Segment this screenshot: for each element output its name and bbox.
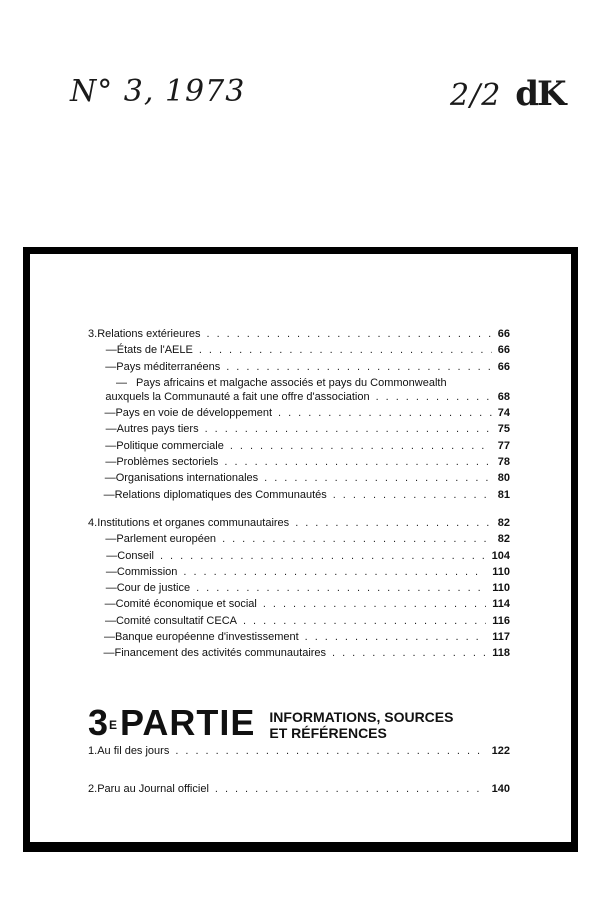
handwritten-mark: dK	[515, 74, 565, 114]
toc-item-continuation[interactable]: auxquels la Communauté a fait une offre d'association ..... 68	[88, 391, 510, 407]
part-title	[88, 702, 256, 743]
toc-item[interactable]: — Problèmes sectoriels ..... 78	[88, 456, 510, 472]
toc-item[interactable]: — Pays méditerranéens ..... 66	[88, 361, 510, 377]
handwritten-part: 2/2	[450, 78, 502, 113]
toc-item[interactable]: — Relations diplomatiques des Communautés ..... 81	[88, 489, 510, 505]
toc-item[interactable]: — Financement des activités communautaires ..... 118	[88, 647, 510, 663]
toc-section-4[interactable]	[88, 517, 510, 533]
part-subtitle: INFORMATIONS, SOURCES ET RÉFÉRENCES	[269, 709, 454, 741]
toc-item[interactable]: — Pays africains et malgache associés et pays du Commonwealth	[116, 376, 447, 389]
table-of-contents	[88, 328, 510, 664]
toc-item[interactable]: — Commission ..... 110	[88, 566, 510, 582]
toc-entry-au-fil-des-jours[interactable]: 1. Au fil des jours ..... 122	[88, 745, 510, 761]
toc-item[interactable]: — Comité consultatif CECA ..... 116	[88, 615, 510, 631]
handwritten-part-note	[450, 74, 565, 114]
toc-page-number: 82	[497, 516, 510, 529]
toc-item[interactable]: — Cour de justice ..... 110	[88, 582, 510, 598]
toc-item[interactable]: — Autres pays tiers ..... 75	[88, 423, 510, 439]
toc-item[interactable]: — Comité économique et social ..... 114	[88, 598, 510, 614]
toc-item[interactable]: — Pays en voie de développement ..... 74	[88, 407, 510, 423]
toc-section-label: Relations extérieures	[97, 328, 201, 340]
toc-section-number: 4.	[88, 516, 98, 529]
toc-entry-journal-officiel[interactable]: 2. Paru au Journal officiel ..... 140	[88, 783, 510, 799]
part-number-suffix: E	[109, 718, 119, 732]
toc-item[interactable]: — Conseil ..... 104	[88, 550, 510, 566]
toc-section-number: 3.	[88, 328, 98, 340]
toc-section-label: Institutions et organes communautaires	[97, 516, 290, 529]
toc-item[interactable]: — États de l'AELE ..... 66	[88, 344, 510, 360]
toc-item[interactable]: — Organisations internationales ..... 80	[88, 472, 510, 488]
part-heading	[88, 702, 454, 743]
toc-frame	[23, 247, 578, 852]
toc-item[interactable]: — Banque européenne d'investissement ..... 117	[88, 631, 510, 647]
part-number: 3	[88, 702, 110, 743]
handwritten-issue-note: N° 3, 1973	[70, 74, 246, 109]
toc-page-number: 66	[497, 328, 510, 340]
toc-section-3[interactable]	[88, 328, 510, 344]
part-contents	[88, 745, 510, 800]
toc-item[interactable]: — Politique commerciale ..... 77	[88, 440, 510, 456]
toc-item[interactable]: — Parlement européen ..... 82	[88, 533, 510, 549]
part-word: PARTIE	[120, 702, 256, 743]
